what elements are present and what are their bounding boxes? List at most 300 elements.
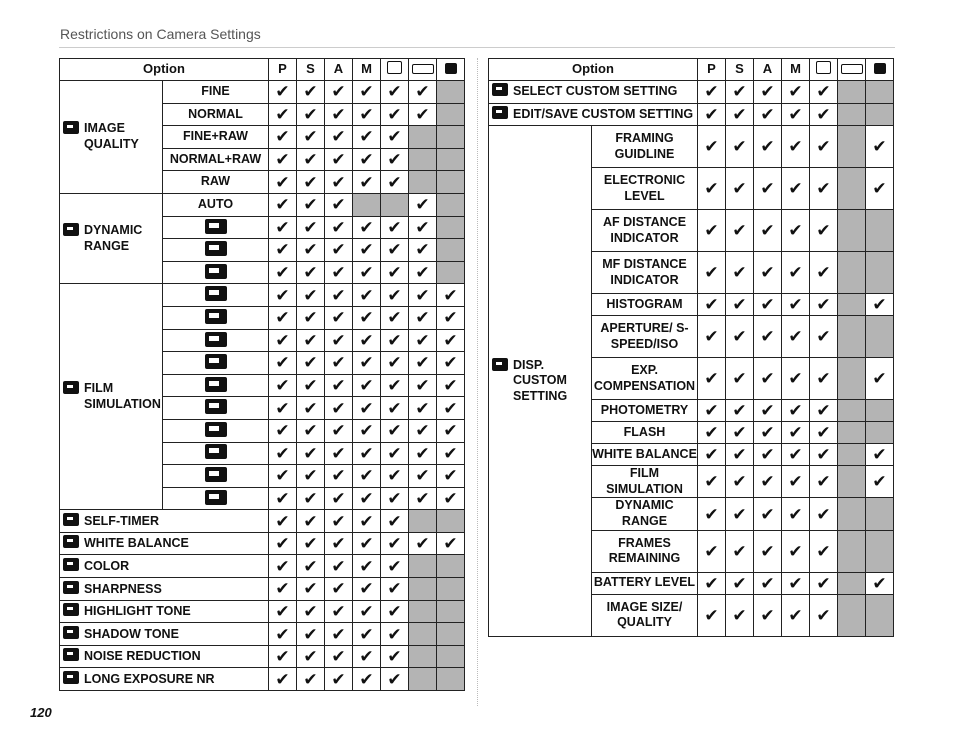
check-mark: ✔ xyxy=(297,261,325,284)
shaded-cell xyxy=(437,623,465,646)
panorama-icon xyxy=(412,64,434,74)
check-mark: ✔ xyxy=(297,578,325,601)
table-row xyxy=(60,600,465,623)
check-mark: ✔ xyxy=(810,126,838,168)
shaded-cell xyxy=(838,316,866,358)
sub-option: FRAMES REMAINING xyxy=(592,530,698,572)
sub-option xyxy=(163,352,269,375)
check-mark: ✔ xyxy=(726,252,754,294)
header-panorama xyxy=(409,59,437,81)
check-mark: ✔ xyxy=(754,422,782,444)
shaded-cell xyxy=(409,578,437,601)
check-mark: ✔ xyxy=(325,668,353,691)
sub-option xyxy=(163,442,269,465)
check-mark: ✔ xyxy=(782,400,810,422)
check-mark: ✔ xyxy=(269,193,297,216)
shaded-cell xyxy=(437,555,465,578)
sub-option xyxy=(163,216,269,239)
check-mark: ✔ xyxy=(269,600,297,623)
check-mark: ✔ xyxy=(726,294,754,316)
check-mark: ✔ xyxy=(782,294,810,316)
check-mark: ✔ xyxy=(810,594,838,636)
check-mark: ✔ xyxy=(782,81,810,104)
check-mark: ✔ xyxy=(297,193,325,216)
shaded-cell xyxy=(409,171,437,194)
shaded-cell xyxy=(437,216,465,239)
check-mark: ✔ xyxy=(325,397,353,420)
check-mark: ✔ xyxy=(866,572,894,594)
shaded-cell xyxy=(838,81,866,104)
check-mark: ✔ xyxy=(353,645,381,668)
shaded-cell xyxy=(838,444,866,466)
check-mark: ✔ xyxy=(866,466,894,498)
check-mark: ✔ xyxy=(726,210,754,252)
check-mark: ✔ xyxy=(726,444,754,466)
check-mark: ✔ xyxy=(698,81,726,104)
check-mark: ✔ xyxy=(437,374,465,397)
running-header: Restrictions on Camera Settings xyxy=(60,26,261,42)
sub-option xyxy=(163,419,269,442)
shaded-cell xyxy=(437,261,465,284)
check-mark: ✔ xyxy=(297,126,325,149)
check-mark: ✔ xyxy=(297,600,325,623)
check-mark: ✔ xyxy=(698,210,726,252)
option-label-text: HIGHLIGHT TONE xyxy=(84,604,191,619)
group-label xyxy=(60,193,163,283)
header-mode-m: M xyxy=(353,59,381,81)
check-mark: ✔ xyxy=(269,261,297,284)
check-mark: ✔ xyxy=(409,216,437,239)
provia-icon xyxy=(205,286,227,301)
check-mark: ✔ xyxy=(381,103,409,126)
check-mark: ✔ xyxy=(437,532,465,555)
header-single-frame xyxy=(381,59,409,81)
group-label xyxy=(60,81,163,194)
check-mark: ✔ xyxy=(297,216,325,239)
check-mark: ✔ xyxy=(698,572,726,594)
movie-icon xyxy=(874,63,886,74)
check-mark: ✔ xyxy=(381,600,409,623)
header-option: Option xyxy=(60,59,269,81)
shaded-cell xyxy=(409,668,437,691)
check-mark: ✔ xyxy=(698,252,726,294)
check-mark: ✔ xyxy=(325,510,353,533)
check-mark: ✔ xyxy=(726,168,754,210)
sub-option: EXP. COMPENSATION xyxy=(592,358,698,400)
check-mark: ✔ xyxy=(726,572,754,594)
shaded-cell xyxy=(838,126,866,168)
single-frame-icon xyxy=(816,61,831,74)
disp-custom-icon xyxy=(492,358,508,371)
check-mark: ✔ xyxy=(726,126,754,168)
check-mark: ✔ xyxy=(810,498,838,530)
shaded-cell xyxy=(409,510,437,533)
header-single-frame xyxy=(810,59,838,81)
check-mark: ✔ xyxy=(297,487,325,510)
check-mark: ✔ xyxy=(353,352,381,375)
check-mark: ✔ xyxy=(726,316,754,358)
shaded-cell xyxy=(353,193,381,216)
velvia-icon xyxy=(205,309,227,324)
image-quality-icon xyxy=(63,121,79,134)
check-mark: ✔ xyxy=(297,239,325,262)
check-mark: ✔ xyxy=(810,81,838,104)
shaded-cell xyxy=(409,555,437,578)
check-mark: ✔ xyxy=(381,239,409,262)
check-mark: ✔ xyxy=(698,422,726,444)
shaded-cell xyxy=(409,600,437,623)
page-number: 120 xyxy=(30,705,52,720)
check-mark: ✔ xyxy=(325,532,353,555)
monochrome-icon xyxy=(205,399,227,414)
table-row xyxy=(60,193,465,216)
check-mark: ✔ xyxy=(726,358,754,400)
check-mark: ✔ xyxy=(754,294,782,316)
shaded-cell xyxy=(437,81,465,104)
option-label xyxy=(489,103,698,126)
shaded-cell xyxy=(838,294,866,316)
check-mark: ✔ xyxy=(437,487,465,510)
sub-option: FRAMING GUIDLINE xyxy=(592,126,698,168)
header-option: Option xyxy=(489,59,698,81)
check-mark: ✔ xyxy=(810,422,838,444)
option-label xyxy=(60,578,269,601)
check-mark: ✔ xyxy=(353,442,381,465)
check-mark: ✔ xyxy=(297,668,325,691)
check-mark: ✔ xyxy=(698,168,726,210)
check-mark: ✔ xyxy=(325,81,353,104)
check-mark: ✔ xyxy=(437,352,465,375)
check-mark: ✔ xyxy=(325,442,353,465)
sub-option xyxy=(163,374,269,397)
shaded-cell xyxy=(866,210,894,252)
check-mark: ✔ xyxy=(437,397,465,420)
check-mark: ✔ xyxy=(269,81,297,104)
check-mark: ✔ xyxy=(269,510,297,533)
header-row xyxy=(60,59,465,81)
sub-option xyxy=(163,239,269,262)
check-mark: ✔ xyxy=(269,623,297,646)
group-label-text: FILM SIMULATION xyxy=(84,381,161,411)
shaded-cell xyxy=(437,193,465,216)
check-mark: ✔ xyxy=(782,498,810,530)
column-divider xyxy=(477,58,478,706)
check-mark: ✔ xyxy=(325,284,353,307)
check-mark: ✔ xyxy=(297,306,325,329)
check-mark: ✔ xyxy=(325,352,353,375)
check-mark: ✔ xyxy=(269,284,297,307)
check-mark: ✔ xyxy=(325,103,353,126)
movie-icon xyxy=(445,63,457,74)
film-simulation-icon xyxy=(63,381,79,394)
shaded-cell xyxy=(838,358,866,400)
shaded-cell xyxy=(866,400,894,422)
check-mark: ✔ xyxy=(325,374,353,397)
check-mark: ✔ xyxy=(269,645,297,668)
check-mark: ✔ xyxy=(726,400,754,422)
check-mark: ✔ xyxy=(782,422,810,444)
check-mark: ✔ xyxy=(754,252,782,294)
check-mark: ✔ xyxy=(381,645,409,668)
sub-option: AF DISTANCE INDICATOR xyxy=(592,210,698,252)
header-mode-s: S xyxy=(297,59,325,81)
check-mark: ✔ xyxy=(810,400,838,422)
option-label xyxy=(60,555,269,578)
check-mark: ✔ xyxy=(353,600,381,623)
check-mark: ✔ xyxy=(810,444,838,466)
check-mark: ✔ xyxy=(381,623,409,646)
check-mark: ✔ xyxy=(782,444,810,466)
shaded-cell xyxy=(838,594,866,636)
mono-green-icon xyxy=(205,467,227,482)
shaded-cell xyxy=(838,400,866,422)
restrictions-table-right xyxy=(488,58,894,637)
shaded-cell xyxy=(437,510,465,533)
check-mark: ✔ xyxy=(782,594,810,636)
shaded-cell xyxy=(866,103,894,126)
check-mark: ✔ xyxy=(381,578,409,601)
check-mark: ✔ xyxy=(325,623,353,646)
check-mark: ✔ xyxy=(269,329,297,352)
shaded-cell xyxy=(866,81,894,104)
sub-option: FILM SIMULATION xyxy=(592,466,698,498)
check-mark: ✔ xyxy=(381,487,409,510)
check-mark: ✔ xyxy=(782,210,810,252)
shaded-cell xyxy=(437,148,465,171)
check-mark: ✔ xyxy=(726,466,754,498)
restrictions-table-left xyxy=(59,58,465,691)
check-mark: ✔ xyxy=(325,465,353,488)
shaded-cell xyxy=(437,239,465,262)
check-mark: ✔ xyxy=(325,216,353,239)
shaded-cell xyxy=(437,171,465,194)
check-mark: ✔ xyxy=(866,294,894,316)
self-timer-icon xyxy=(63,513,79,526)
table-row xyxy=(60,668,465,691)
check-mark: ✔ xyxy=(782,530,810,572)
check-mark: ✔ xyxy=(754,400,782,422)
check-mark: ✔ xyxy=(269,126,297,149)
shaded-cell xyxy=(838,103,866,126)
check-mark: ✔ xyxy=(409,81,437,104)
check-mark: ✔ xyxy=(782,168,810,210)
pro-neg-hi-icon xyxy=(205,354,227,369)
pro-neg-std-icon xyxy=(205,377,227,392)
option-label xyxy=(60,600,269,623)
check-mark: ✔ xyxy=(409,487,437,510)
sub-option: FINE+RAW xyxy=(163,126,269,149)
check-mark: ✔ xyxy=(353,171,381,194)
shaded-cell xyxy=(437,103,465,126)
check-mark: ✔ xyxy=(754,103,782,126)
option-label-text: WHITE BALANCE xyxy=(84,536,189,551)
check-mark: ✔ xyxy=(381,668,409,691)
check-mark: ✔ xyxy=(381,171,409,194)
check-mark: ✔ xyxy=(381,374,409,397)
sepia-icon xyxy=(205,490,227,505)
header-movie xyxy=(866,59,894,81)
check-mark: ✔ xyxy=(698,103,726,126)
option-label xyxy=(60,510,269,533)
check-mark: ✔ xyxy=(409,261,437,284)
check-mark: ✔ xyxy=(381,261,409,284)
check-mark: ✔ xyxy=(353,419,381,442)
sub-option xyxy=(163,487,269,510)
long-exposure-nr-icon xyxy=(63,671,79,684)
check-mark: ✔ xyxy=(409,103,437,126)
option-label xyxy=(489,81,698,104)
shaded-cell xyxy=(866,498,894,530)
white-balance-icon xyxy=(63,535,79,548)
check-mark: ✔ xyxy=(353,103,381,126)
check-mark: ✔ xyxy=(782,572,810,594)
check-mark: ✔ xyxy=(297,374,325,397)
check-mark: ✔ xyxy=(297,645,325,668)
check-mark: ✔ xyxy=(381,148,409,171)
check-mark: ✔ xyxy=(409,532,437,555)
sub-option xyxy=(163,284,269,307)
check-mark: ✔ xyxy=(698,530,726,572)
check-mark: ✔ xyxy=(269,442,297,465)
sub-option: ELECTRONIC LEVEL xyxy=(592,168,698,210)
table-row xyxy=(489,126,894,168)
check-mark: ✔ xyxy=(325,126,353,149)
option-label xyxy=(60,623,269,646)
check-mark: ✔ xyxy=(297,465,325,488)
shaded-cell xyxy=(838,252,866,294)
check-mark: ✔ xyxy=(698,498,726,530)
check-mark: ✔ xyxy=(810,252,838,294)
check-mark: ✔ xyxy=(381,329,409,352)
color-icon xyxy=(63,558,79,571)
check-mark: ✔ xyxy=(754,126,782,168)
check-mark: ✔ xyxy=(726,103,754,126)
option-label-text: EDIT/SAVE CUSTOM SETTING xyxy=(513,107,694,122)
check-mark: ✔ xyxy=(754,466,782,498)
check-mark: ✔ xyxy=(754,498,782,530)
sub-option: PHOTOMETRY xyxy=(592,400,698,422)
header-mode-s: S xyxy=(726,59,754,81)
check-mark: ✔ xyxy=(325,171,353,194)
check-mark: ✔ xyxy=(269,555,297,578)
check-mark: ✔ xyxy=(297,532,325,555)
check-mark: ✔ xyxy=(381,419,409,442)
panorama-icon xyxy=(841,64,863,74)
sub-option xyxy=(163,397,269,420)
check-mark: ✔ xyxy=(325,329,353,352)
check-mark: ✔ xyxy=(381,306,409,329)
check-mark: ✔ xyxy=(325,645,353,668)
sub-option: FINE xyxy=(163,81,269,104)
table-row xyxy=(60,532,465,555)
check-mark: ✔ xyxy=(437,306,465,329)
header-mode-a: A xyxy=(325,59,353,81)
header-mode-p: P xyxy=(698,59,726,81)
check-mark: ✔ xyxy=(353,329,381,352)
option-label xyxy=(60,645,269,668)
check-mark: ✔ xyxy=(698,126,726,168)
check-mark: ✔ xyxy=(810,316,838,358)
check-mark: ✔ xyxy=(754,81,782,104)
option-label-text: LONG EXPOSURE NR xyxy=(84,671,215,686)
check-mark: ✔ xyxy=(297,171,325,194)
check-mark: ✔ xyxy=(754,594,782,636)
check-mark: ✔ xyxy=(269,216,297,239)
shaded-cell xyxy=(838,422,866,444)
check-mark: ✔ xyxy=(866,358,894,400)
shaded-cell xyxy=(409,126,437,149)
check-mark: ✔ xyxy=(782,252,810,294)
check-mark: ✔ xyxy=(726,498,754,530)
shaded-cell xyxy=(437,600,465,623)
select-custom-icon xyxy=(492,83,508,96)
sub-option: RAW xyxy=(163,171,269,194)
check-mark: ✔ xyxy=(409,329,437,352)
shaded-cell xyxy=(437,578,465,601)
check-mark: ✔ xyxy=(810,210,838,252)
check-mark: ✔ xyxy=(353,81,381,104)
table-row xyxy=(60,578,465,601)
shaded-cell xyxy=(838,466,866,498)
header-panorama xyxy=(838,59,866,81)
check-mark: ✔ xyxy=(297,103,325,126)
check-mark: ✔ xyxy=(353,284,381,307)
dr100-icon xyxy=(205,219,227,234)
shaded-cell xyxy=(838,530,866,572)
check-mark: ✔ xyxy=(810,572,838,594)
option-label-text: SELECT CUSTOM SETTING xyxy=(513,84,678,99)
check-mark: ✔ xyxy=(698,444,726,466)
sub-option xyxy=(163,261,269,284)
check-mark: ✔ xyxy=(269,148,297,171)
check-mark: ✔ xyxy=(754,316,782,358)
check-mark: ✔ xyxy=(353,374,381,397)
check-mark: ✔ xyxy=(269,578,297,601)
header-rule xyxy=(59,47,895,48)
check-mark: ✔ xyxy=(810,358,838,400)
check-mark: ✔ xyxy=(810,466,838,498)
check-mark: ✔ xyxy=(381,442,409,465)
sub-option: IMAGE SIZE/ QUALITY xyxy=(592,594,698,636)
check-mark: ✔ xyxy=(297,419,325,442)
check-mark: ✔ xyxy=(325,193,353,216)
sub-option: DYNAMIC RANGE xyxy=(592,498,698,530)
check-mark: ✔ xyxy=(754,444,782,466)
check-mark: ✔ xyxy=(353,239,381,262)
check-mark: ✔ xyxy=(297,81,325,104)
check-mark: ✔ xyxy=(297,284,325,307)
check-mark: ✔ xyxy=(381,284,409,307)
shaded-cell xyxy=(409,623,437,646)
check-mark: ✔ xyxy=(726,422,754,444)
mono-yellow-icon xyxy=(205,422,227,437)
sub-option: APERTURE/ S-SPEED/ISO xyxy=(592,316,698,358)
check-mark: ✔ xyxy=(754,572,782,594)
check-mark: ✔ xyxy=(810,168,838,210)
group-label xyxy=(60,284,163,510)
check-mark: ✔ xyxy=(409,419,437,442)
check-mark: ✔ xyxy=(698,358,726,400)
check-mark: ✔ xyxy=(297,329,325,352)
group-label-text: IMAGE QUALITY xyxy=(84,121,139,151)
check-mark: ✔ xyxy=(325,239,353,262)
mono-red-icon xyxy=(205,444,227,459)
check-mark: ✔ xyxy=(698,316,726,358)
header-mode-p: P xyxy=(269,59,297,81)
check-mark: ✔ xyxy=(269,465,297,488)
shaded-cell xyxy=(838,572,866,594)
check-mark: ✔ xyxy=(269,239,297,262)
